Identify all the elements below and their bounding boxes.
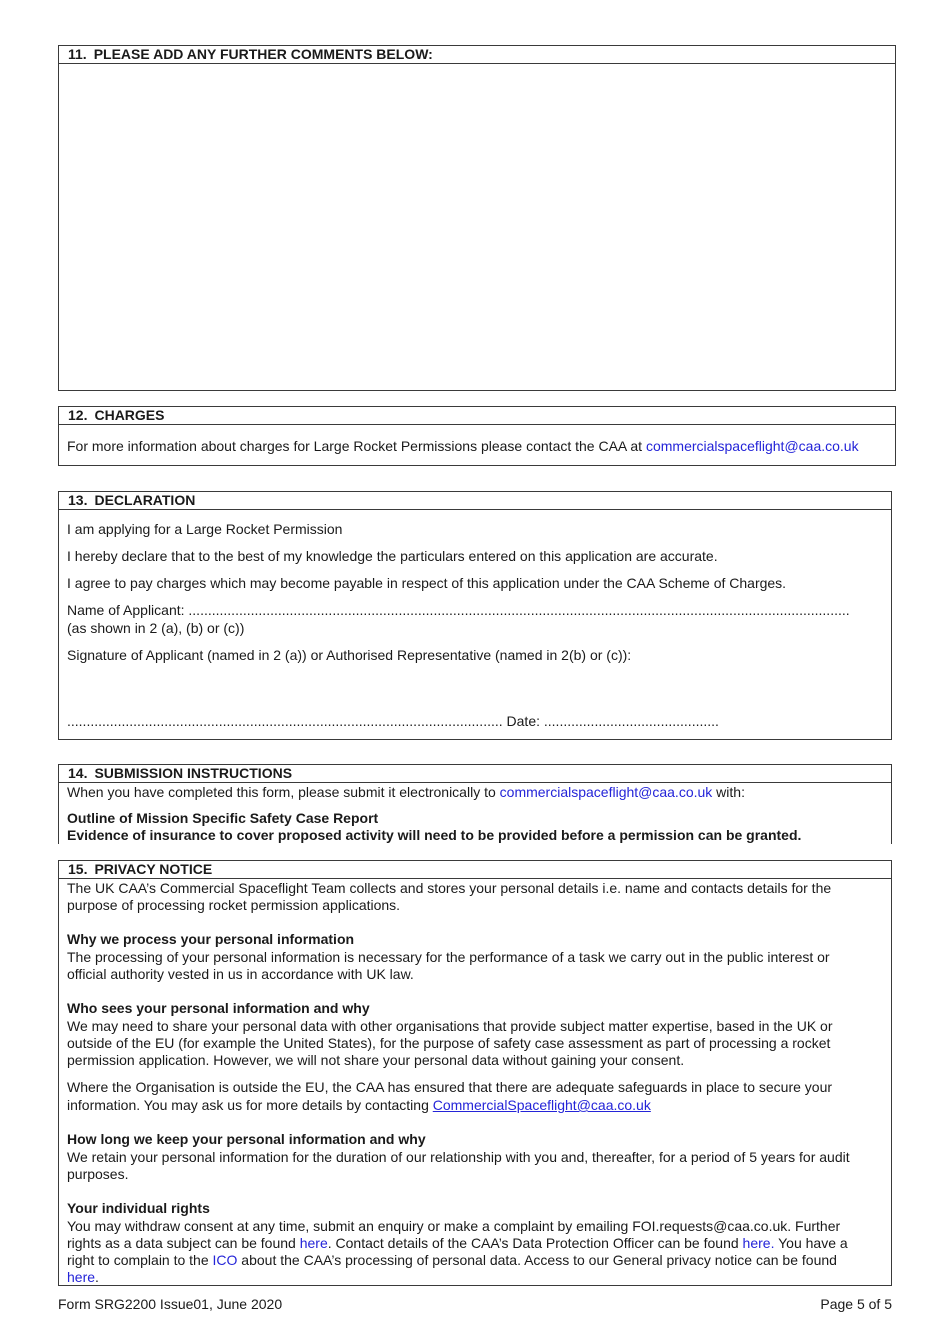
rights-here-link-3[interactable]: here	[67, 1269, 96, 1285]
who-line-3: permission application. However, we will not share your personal data without gaining your consent.	[67, 1052, 685, 1068]
retention-line-1: We retain your personal information for the duration of our relationship with you and, thereafter, for a period of 5 years for audit	[67, 1149, 850, 1165]
retention-line-2: purposes.	[67, 1166, 129, 1182]
section-11-heading: 11. PLEASE ADD ANY FURTHER COMMENTS BELOW:	[59, 46, 895, 64]
ico-link[interactable]: ICO	[212, 1252, 238, 1268]
section-12-heading: 12. CHARGES	[59, 407, 895, 425]
declaration-line-2: I hereby declare that to the best of my knowledge the particulars entered on this application are accurate.	[67, 548, 718, 564]
rights-line-1: You may withdraw consent at any time, submit an enquiry or make a complaint by emailing FOI.requests@caa.co.uk. Further	[67, 1218, 841, 1234]
privacy-intro-2: purpose of processing rocket permission applications.	[67, 897, 401, 913]
section-11-comments	[58, 45, 896, 391]
where-line-1: Where the Organisation is outside the EU, the CAA has ensured that there are adequate safeguards in place to secure your	[67, 1079, 833, 1095]
where-line-2: information. You may ask us for more details by contacting CommercialSpaceflight@caa.co.uk	[67, 1097, 651, 1113]
rights-here-link-1[interactable]: here	[299, 1235, 328, 1251]
retention-heading: How long we keep your personal information and why	[67, 1131, 426, 1147]
section-15-heading: 15. PRIVACY NOTICE	[59, 861, 891, 879]
privacy-intro-1: The UK CAA’s Commercial Spaceflight Team collects and stores your personal details i.e. name and contacts details for the	[67, 880, 832, 896]
submission-text: When you have completed this form, please submit it electronically to commercialspaceflight@caa.co.uk with:	[67, 784, 745, 800]
charges-email-link[interactable]: commercialspaceflight@caa.co.uk	[645, 438, 859, 454]
why-line-1: The processing of your personal information is necessary for the performance of a task we carry out in the public interest or	[67, 949, 830, 965]
section-13-heading: 13. DECLARATION	[59, 492, 891, 510]
submission-requirement-2: Evidence of insurance to cover proposed activity will need to be provided before a permission can be granted.	[67, 827, 802, 843]
why-heading: Why we process your personal information	[67, 931, 355, 947]
who-line-1: We may need to share your personal data with other organisations that provide subject matter expertise, based in the UK or	[67, 1018, 833, 1034]
rights-here-link-2[interactable]: here.	[742, 1235, 775, 1251]
why-line-2: official authority vested in us in accordance with UK law.	[67, 966, 414, 982]
section-13-declaration	[58, 491, 892, 740]
rights-heading: Your individual rights	[67, 1200, 210, 1216]
comments-field[interactable]	[59, 64, 895, 390]
footer-page-number: Page 5 of 5	[820, 1296, 892, 1312]
submission-email-link[interactable]: commercialspaceflight@caa.co.uk	[499, 784, 713, 800]
charges-text: For more information about charges for Large Rocket Permissions please contact the CAA at commercialspaceflight@caa.co.uk	[67, 438, 859, 454]
rights-line-4: here.	[67, 1269, 99, 1285]
applicant-name-note: (as shown in 2 (a), (b) or (c))	[67, 620, 245, 636]
section-14-heading: 14. SUBMISSION INSTRUCTIONS	[59, 765, 891, 783]
signature-label: Signature of Applicant (named in 2 (a)) or Authorised Representative (named in 2(b) or (c)):	[67, 647, 632, 663]
rights-line-2: rights as a data subject can be found here. Contact details of the CAA’s Data Protection Officer can be found here. You have a	[67, 1235, 848, 1251]
rights-line-3: right to complain to the ICO about the CAA’s processing of personal data. Access to our General privacy notice can be found	[67, 1252, 837, 1268]
declaration-line-3: I agree to pay charges which may become payable in respect of this application under the CAA Scheme of Charges.	[67, 575, 787, 591]
footer-form-id: Form SRG2200 Issue01, June 2020	[58, 1296, 283, 1312]
privacy-email-link[interactable]: CommercialSpaceflight@caa.co.uk	[432, 1097, 651, 1113]
section-14-submission	[58, 764, 892, 844]
section-15-privacy	[58, 860, 892, 1286]
submission-requirement-1: Outline of Mission Specific Safety Case Report	[67, 810, 379, 826]
section-12-charges	[58, 406, 896, 466]
applicant-name-field[interactable]: Name of Applicant: ..........................................................................................................................................................................	[67, 602, 850, 618]
signature-date-line[interactable]: ................................................................................................................ Date: .............................................	[67, 713, 719, 729]
who-heading: Who sees your personal information and why	[67, 1000, 370, 1016]
declaration-line-1: I am applying for a Large Rocket Permission	[67, 521, 343, 537]
who-line-2: outside of the EU (for example the United States), for the purpose of safety case assessment as part of processing a rocket	[67, 1035, 831, 1051]
